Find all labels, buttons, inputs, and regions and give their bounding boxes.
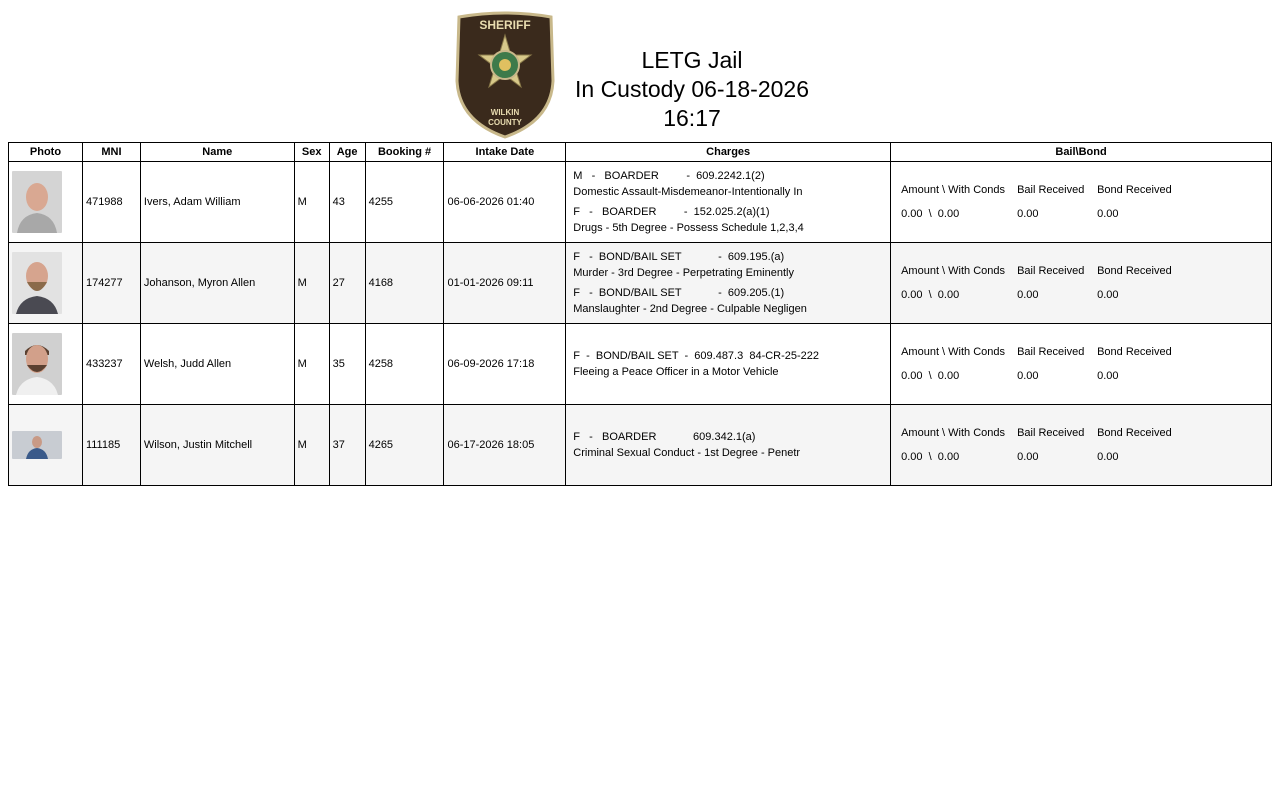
amount-label: Amount \ With Conds [901, 427, 1006, 439]
column-header-photo: Photo [9, 143, 83, 162]
sheriff-badge-logo [455, 11, 555, 139]
booking-cell: 4258 [365, 324, 444, 405]
charge-header: F - BOND/BAIL SET - 609.195.(a) [573, 251, 785, 263]
bail-grid [894, 427, 1271, 463]
charges-cell [566, 162, 891, 243]
bail-bond-cell [891, 162, 1272, 243]
photo-cell [9, 243, 83, 324]
charge-description: Domestic Assault-Misdemeanor-Intentionally In [573, 186, 803, 198]
charge-header: M - BOARDER - 609.2242.1(2) [573, 170, 765, 182]
svg-text:COUNTY: COUNTY [488, 118, 522, 127]
bond-received-value: 0.00 [1097, 370, 1119, 382]
charge-description: Drugs - 5th Degree - Possess Schedule 1,2,3,4 [573, 222, 804, 234]
charge-list [569, 348, 890, 380]
bond-received-label: Bond Received [1097, 346, 1172, 358]
custody-table [8, 142, 1272, 486]
amount-value: 0.00 \ 0.00 [901, 289, 960, 301]
bail-grid [894, 265, 1271, 301]
inmate-photo[interactable] [12, 171, 62, 233]
column-header-bail-bond: Bail\Bond [891, 143, 1272, 162]
charge-list [569, 429, 890, 461]
intake-date-cell: 06-09-2026 17:18 [444, 324, 566, 405]
column-header-intake-date: Intake Date [444, 143, 566, 162]
intake-date-cell: 01-01-2026 09:11 [444, 243, 566, 324]
column-header-name: Name [140, 143, 294, 162]
amount-value: 0.00 \ 0.00 [901, 208, 960, 220]
bond-received-value: 0.00 [1097, 289, 1119, 301]
bail-received-label: Bail Received [1017, 265, 1085, 277]
name-cell: Johanson, Myron Allen [140, 243, 294, 324]
charge-list [569, 249, 890, 317]
charge-description: Fleeing a Peace Officer in a Motor Vehicle [573, 366, 779, 378]
charges-cell [566, 324, 891, 405]
booking-cell: 4255 [365, 162, 444, 243]
charge-header: F - BOND/BAIL SET - 609.205.(1) [573, 287, 785, 299]
bond-received-label: Bond Received [1097, 427, 1172, 439]
bail-received-label: Bail Received [1017, 346, 1085, 358]
page-header [0, 0, 1280, 142]
bail-bond-cell [891, 243, 1272, 324]
charges-cell [566, 243, 891, 324]
charge-description: Manslaughter - 2nd Degree - Culpable Negligen [573, 303, 807, 315]
amount-label: Amount \ With Conds [901, 265, 1006, 277]
mni-cell: 433237 [82, 324, 140, 405]
booking-cell: 4265 [365, 405, 444, 486]
inmate-photo[interactable] [12, 252, 62, 314]
amount-value: 0.00 \ 0.00 [901, 370, 960, 382]
charge-list [569, 168, 890, 236]
charge-header: F - BOARDER 609.342.1(a) [573, 431, 756, 443]
table-row [9, 324, 1272, 405]
bail-bond-cell [891, 405, 1272, 486]
bond-received-value: 0.00 [1097, 451, 1119, 463]
column-header-sex: Sex [294, 143, 329, 162]
bail-received-value: 0.00 [1017, 208, 1039, 220]
charge-description: Murder - 3rd Degree - Perpetrating Eminently [573, 267, 794, 279]
bail-received-label: Bail Received [1017, 427, 1085, 439]
sex-cell: M [294, 162, 329, 243]
charge-header: F - BOND/BAIL SET - 609.487.3 84-CR-25-222 [573, 350, 820, 362]
photo-cell [9, 405, 83, 486]
sex-cell: M [294, 324, 329, 405]
table-header-row [9, 143, 1272, 162]
mni-cell: 471988 [82, 162, 140, 243]
sex-cell: M [294, 243, 329, 324]
intake-date-cell: 06-17-2026 18:05 [444, 405, 566, 486]
bail-grid [894, 346, 1271, 382]
bail-received-value: 0.00 [1017, 451, 1039, 463]
bond-received-label: Bond Received [1097, 184, 1172, 196]
svg-text:WILKIN: WILKIN [490, 108, 520, 117]
booking-cell: 4168 [365, 243, 444, 324]
mni-cell: 174277 [82, 243, 140, 324]
age-cell: 37 [329, 405, 365, 486]
name-cell: Welsh, Judd Allen [140, 324, 294, 405]
bond-received-value: 0.00 [1097, 208, 1119, 220]
page-subtitle: In Custody 06-18-2026 16:17 [575, 76, 809, 131]
photo-cell [9, 162, 83, 243]
bail-received-label: Bail Received [1017, 184, 1085, 196]
sex-cell: M [294, 405, 329, 486]
name-cell: Ivers, Adam William [140, 162, 294, 243]
table-row [9, 243, 1272, 324]
bond-received-label: Bond Received [1097, 265, 1172, 277]
column-header-booking: Booking # [365, 143, 444, 162]
name-cell: Wilson, Justin Mitchell [140, 405, 294, 486]
charge-description: Criminal Sexual Conduct - 1st Degree - Penetr [573, 447, 801, 459]
bail-grid [894, 184, 1271, 220]
bail-received-value: 0.00 [1017, 370, 1039, 382]
age-cell: 27 [329, 243, 365, 324]
age-cell: 43 [329, 162, 365, 243]
bail-bond-cell [891, 324, 1272, 405]
charges-cell [566, 405, 891, 486]
amount-label: Amount \ With Conds [901, 346, 1006, 358]
mni-cell: 111185 [82, 405, 140, 486]
photo-cell [9, 324, 83, 405]
page-title: LETG Jail [641, 47, 743, 73]
intake-date-cell: 06-06-2026 01:40 [444, 162, 566, 243]
svg-text:SHERIFF: SHERIFF [479, 18, 531, 32]
inmate-photo[interactable] [12, 333, 62, 395]
report-titles [556, 46, 828, 133]
table-row [9, 162, 1272, 243]
age-cell: 35 [329, 324, 365, 405]
table-row [9, 405, 1272, 486]
bail-received-value: 0.00 [1017, 289, 1039, 301]
charge-header: F - BOARDER - 152.025.2(a)(1) [573, 206, 770, 218]
amount-label: Amount \ With Conds [901, 184, 1006, 196]
amount-value: 0.00 \ 0.00 [901, 451, 960, 463]
inmate-photo[interactable] [12, 431, 62, 459]
column-header-age: Age [329, 143, 365, 162]
column-header-charges: Charges [566, 143, 891, 162]
column-header-mni: MNI [82, 143, 140, 162]
